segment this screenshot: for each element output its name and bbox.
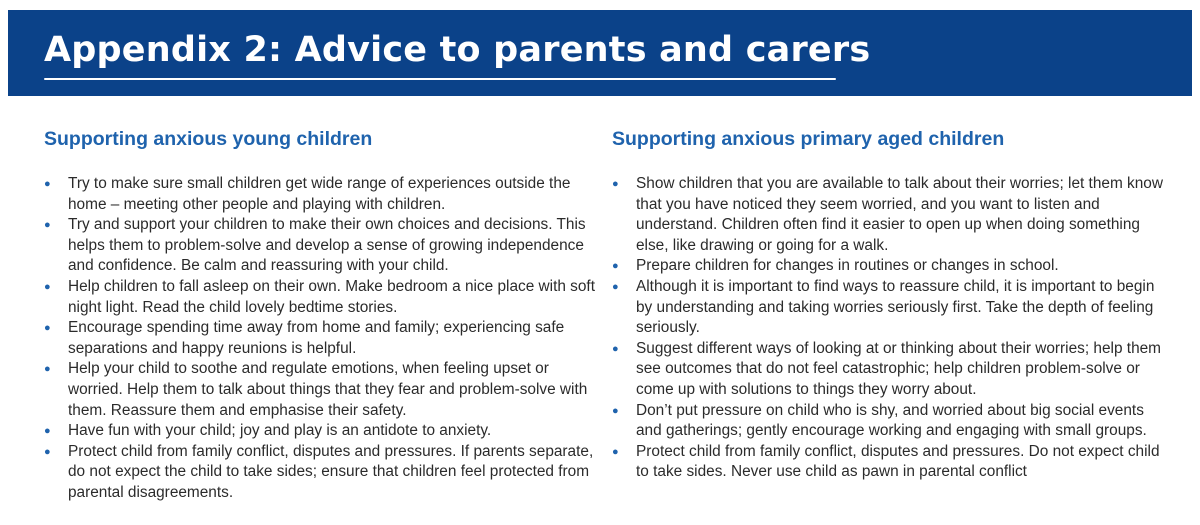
page-title: Appendix 2: Advice to parents and carers: [44, 30, 871, 70]
list-item: [44, 215, 596, 277]
bullet-text: Try and support your children to make their own choices and decisions. This helps them to problem-solve and develop a sense of growing independence and confidence. Be calm and reassuring with your child.: [68, 216, 586, 275]
bullet-text: Have fun with your child; joy and play is an antidote to anxiety.: [68, 422, 492, 440]
bullet-dot-icon: ●: [44, 363, 51, 376]
bullet-text: Prepare children for changes in routines or changes in school.: [636, 257, 1059, 275]
bullet-dot-icon: ●: [44, 178, 51, 190]
list-item: [44, 421, 596, 442]
bullet-text: Try to make sure small children get wide range of experiences outside the home – meeting other people and playing with children.: [68, 175, 571, 213]
list-item: [44, 442, 596, 504]
bullet-text: Although it is important to find ways to reassure child, it is important to begin by understanding and taking worries seriously first. Take the depth of feeling seriously.: [636, 277, 1155, 337]
list-item: [612, 174, 1172, 256]
list-item: [44, 318, 596, 359]
bullet-dot-icon: ●: [612, 342, 619, 355]
list-item: [612, 277, 1172, 339]
left-column: [44, 126, 595, 501]
bullet-text: Help your child to soothe and regulate emotions, when feeling upset or worried. Help them to talk about things that they fear and problem-solve with them. Reassure them and emphasise their safety.: [68, 360, 588, 419]
bullet-dot-icon: ●: [612, 260, 619, 273]
appendix-banner: [8, 10, 1192, 96]
list-item: [612, 401, 1172, 442]
list-item: [44, 174, 596, 215]
bullet-dot-icon: ●: [44, 280, 51, 293]
bullet-dot-icon: ●: [612, 404, 619, 417]
bullet-text: Don’t put pressure on child who is shy, and worried about big social events and gatherings; gently encourage working and engaging with small groups.: [636, 401, 1147, 440]
bullet-text: Show children that you are available to talk about their worries; let them know that you have noticed they seem worried, and you want to listen and understand. Children often find it easier to open up when doing something else, like drawing or going for a walk.: [636, 175, 1163, 254]
bullet-text: Help children to fall asleep on their own. Make bedroom a nice place with soft night light. Read the child lovely bedtime stories.: [68, 277, 595, 316]
bullet-text: Suggest different ways of looking at or thinking about their worries; help them see outcomes that do not feel catastrophic; help children problem-solve or come up with solutions to things they worry about.: [636, 339, 1162, 398]
bullet-dot-icon: ●: [44, 425, 51, 438]
list-item: [44, 277, 596, 318]
bullet-dot-icon: ●: [44, 219, 51, 232]
bullet-dot-icon: ●: [612, 445, 619, 458]
left-column-heading: Supporting anxious young children: [44, 128, 373, 150]
bullet-text: Protect child from family conflict, disputes and pressures. If parents separate, do not expect the child to take sides; ensure that children feel protected from parental disagreements.: [68, 442, 594, 501]
right-column-heading: Supporting anxious primary aged children: [612, 128, 1005, 150]
left-bullet-list: [44, 174, 596, 504]
list-item: [612, 339, 1172, 401]
right-column: [612, 126, 1172, 481]
list-item: [44, 359, 596, 421]
bullet-text: Encourage spending time away from home and family; experiencing safe separations and happy reunions is helpful.: [68, 319, 565, 357]
bullet-dot-icon: ●: [612, 178, 619, 190]
bullet-dot-icon: ●: [612, 280, 619, 293]
bullet-text: Protect child from family conflict, disputes and pressures. Do not expect child to take sides. Never use child as pawn in parental conflict: [636, 442, 1160, 481]
title-underline: [44, 78, 836, 80]
list-item: [612, 442, 1172, 483]
right-bullet-list: [612, 174, 1172, 483]
bullet-dot-icon: ●: [44, 322, 51, 335]
list-item: [612, 256, 1172, 277]
bullet-dot-icon: ●: [44, 445, 51, 458]
